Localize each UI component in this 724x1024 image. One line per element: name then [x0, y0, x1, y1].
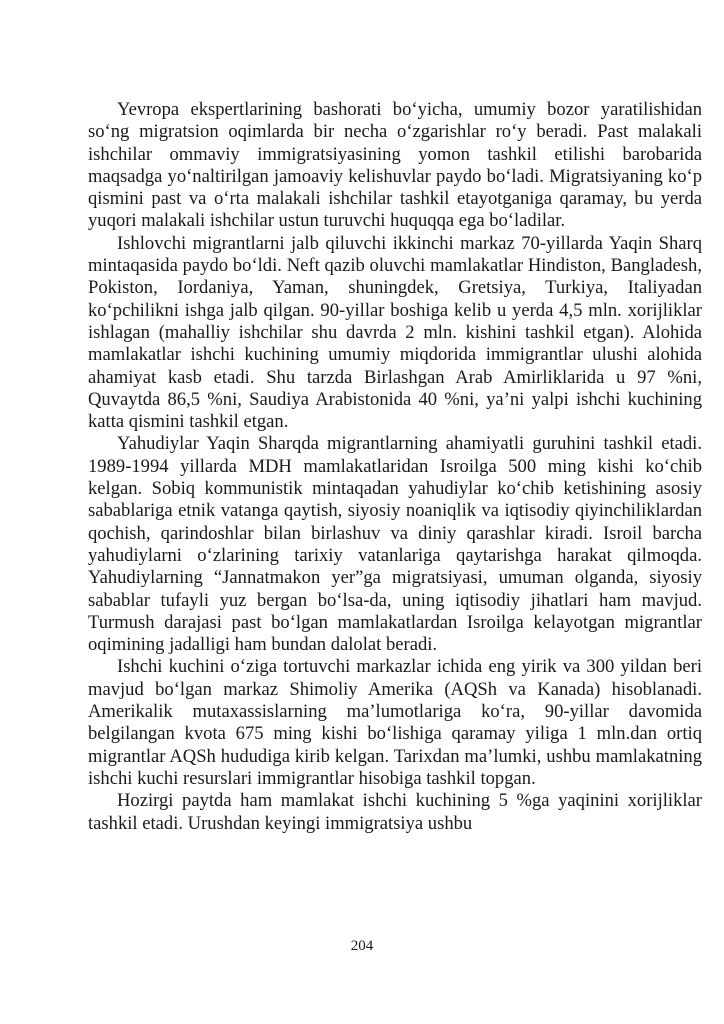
- page-number: 204: [350, 938, 374, 954]
- paragraph-2: Ishlovchi migrantlarni jalb qiluvchi ikkinchi markaz 70-yillarda Yaqin Sharq mintaqasida paydo bo‘ldi. Neft qazib oluvchi mamlakatlar Hindiston, Bangladesh, Pokiston, Iordaniya, Yaman, shuningdek, Gretsiya, Turkiya, Italiyadan ko‘pchilikni ishga jalb qilgan. 90-yillar boshiga kelib u yerda 4,5 mln. xorijliklar ishlagan (mahalliy ishchilar shu davrda 2 mln. kishini tashkil etgan). Alohida mamlakatlar ishchi kuchining umumiy miqdorida immigrantlar ulushi alohida ahamiyat kasb etadi. Shu tarzda Birlashgan Arab Amirliklarida u 97 %ni, Quvaytda 86,5 %ni, Saudiya Arabistonida 40 %ni, ya’ni yalpi ishchi kuchining katta qismini tashkil etgan.: [88, 232, 702, 433]
- paragraph-1: Yevropa ekspertlarining bashorati bo‘yicha, umumiy bozor yaratilishidan so‘ng migratsion oqimlarda bir necha o‘zgarishlar ro‘y beradi. Past malakali ishchilar ommaviy immigratsiyasining yomon tashkil etilishi barobarida maqsadga yo‘naltirilgan jamoaviy kelishuvlar paydo bo‘ladi. Migratsiyaning ko‘p qismini past va o‘rta malakali ishchilar tashkil etayotganiga qaramay, bu yerda yuqori malakali ishchilar ustun turuvchi huquqqa ega bo‘ladilar.: [88, 99, 702, 232]
- paragraph-4: Ishchi kuchini o‘ziga tortuvchi markazlar ichida eng yirik va 300 yildan beri mavjud bo‘lgan markaz Shimoliy Amerika (AQSh va Kanada) hisoblanadi. Amerikalik mutaxassislarning ma’lumotlariga ko‘ra, 90-yillar davomida belgilangan kvota 675 ming kishi bo‘lishiga qaramay yiliga 1 mln.dan ortiq migrantlar AQSh hududiga kirib kelgan. Tarixdan ma’lumki, ushbu mamlakatning ishchi kuchi resurslari immigrantlar hisobiga tashkil topgan.: [88, 656, 702, 789]
- paragraph-5: Hozirgi paytda ham mamlakat ishchi kuchining 5 %ga yaqinini xorijliklar tashkil etadi. Urushdan keyingi immigratsiya ushbu: [88, 790, 702, 834]
- paragraph-3: Yahudiylar Yaqin Sharqda migrantlarning ahamiyatli guruhini tashkil etadi. 1989-1994 yillarda MDH mamlakatlaridan Isroilga 500 ming kishi ko‘chib kelgan. Sobiq kommunistik mintaqadan yahudiylar ko‘chib ketishining asosiy sabablariga etnik vatanga qaytish, siyosiy noaniqlik va iqtisodiy qiyinchiliklardan qochish, qarindoshlar bilan birlashuv va diniy qarashlar kiradi. Isroil barcha yahudiylarni o‘zlarining tarixiy vatanlariga qaytarishga harakat qilmoqda. Yahudiylarning “Jannatmakon yer”ga migratsiyasi, umuman olganda, siyosiy sabablar tufayli yuz bergan bo‘lsa-da, uning iqtisodiy jihatlari ham mavjud. Turmush darajasi past bo‘lgan mamlakatlardan Isroilga kelayotgan migrantlar oqimining jadalligi ham bundan dalolat beradi.: [88, 433, 702, 656]
- text-body: [88, 99, 702, 835]
